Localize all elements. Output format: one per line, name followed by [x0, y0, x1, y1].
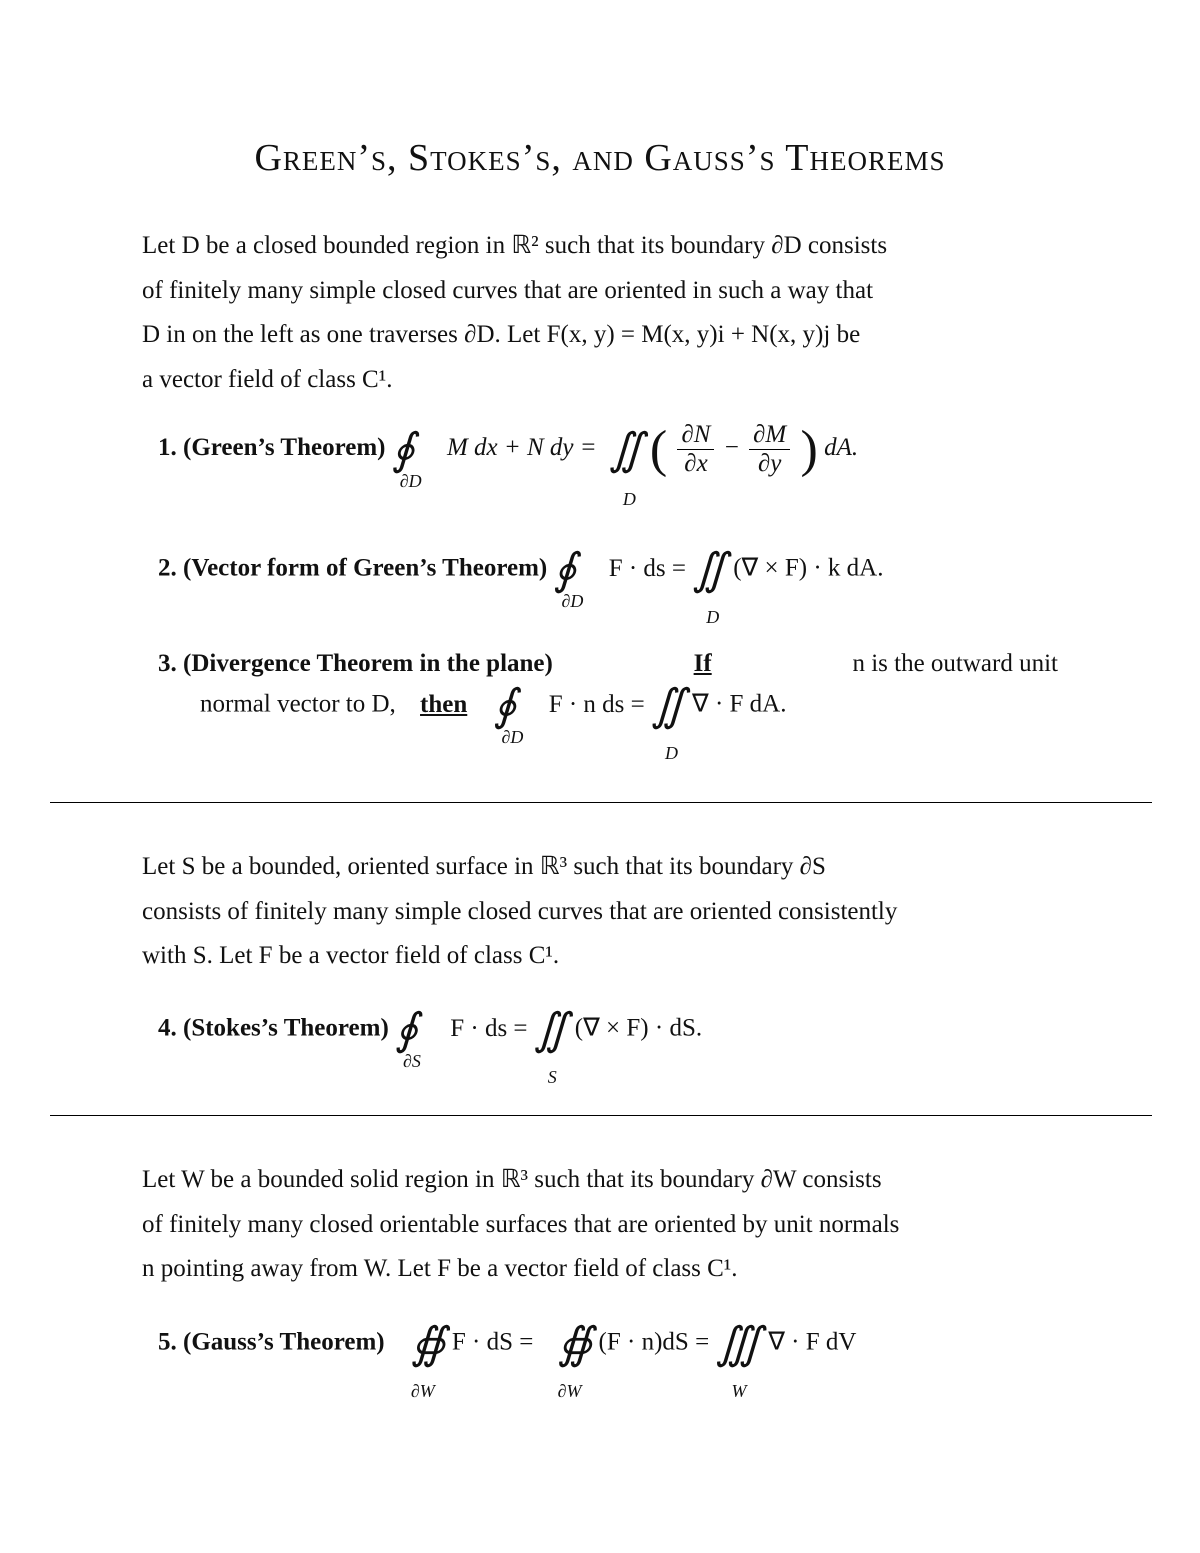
integral-subscript: W [731, 1381, 747, 1401]
integral-subscript: ∂D [561, 591, 584, 611]
integral-subscript: ∂W [410, 1381, 435, 1401]
left-paren: ( [649, 421, 668, 478]
page-title: Green’s, Stokes’s, and Gauss’s Theorems [254, 137, 946, 179]
section2-intro [142, 845, 1062, 979]
double-integral-icon: ∬ D [608, 424, 644, 509]
integrand: F · ds = [450, 1014, 528, 1042]
integrand: M dx + N dy = [446, 434, 597, 462]
closed-surface-integral-icon: ∯ ∂W [410, 1319, 446, 1401]
item-label: (Green’s Theorem) [183, 434, 386, 462]
item-number: 3. [158, 650, 177, 677]
minus-sign: − [724, 434, 739, 462]
intro-line: with S. Let F be a vector field of class C¹. [142, 942, 560, 969]
double-integral-icon: ∬ D [692, 545, 727, 627]
integrand: F · n ds = [548, 690, 645, 718]
triple-integral-icon: ∭ W [715, 1319, 762, 1401]
contour-integral-icon: ∮ ∂D [493, 681, 524, 747]
contour-integral-icon: ∮ ∂S [395, 1005, 421, 1071]
item-vector-greens [158, 545, 884, 627]
intro-line: n pointing away from W. Let F be a vector field of class C¹. [142, 1255, 738, 1282]
then-keyword: then [420, 690, 468, 718]
integral-subscript: ∂S [403, 1051, 421, 1071]
differential: dA. [824, 434, 859, 462]
item-greens-theorem [158, 420, 859, 509]
if-keyword: If [693, 650, 712, 677]
intro-line: Let S be a bounded, oriented surface in ℝ³ such that its boundary ∂S [142, 853, 826, 880]
section3-intro [142, 1158, 1062, 1292]
item-label: (Divergence Theorem in the plane) [183, 650, 553, 677]
integral-subscript: ∂D [399, 470, 422, 491]
item-number: 1. [158, 434, 177, 462]
double-integral-icon: ∬ S [533, 1005, 569, 1087]
fraction-dM-dy: $\frac{\partial M}{\partial y}$ [749, 421, 790, 478]
item-divergence-plane [158, 650, 1058, 763]
integral-subscript: S [547, 1067, 557, 1087]
closed-surface-integral-icon: ∯ ∂W [557, 1319, 593, 1401]
integrand: F · dS = [451, 1328, 534, 1356]
right-paren: ) [800, 421, 818, 478]
integrand: ∇ · F dA. [691, 690, 787, 718]
contour-integral-icon: ∮ ∂D [391, 424, 422, 491]
integral-subscript: D [622, 488, 636, 509]
condition-text: n is the outward unit [852, 650, 1058, 677]
integral-subscript: D [665, 743, 679, 763]
section1-intro [142, 224, 1062, 402]
section-divider [50, 802, 1152, 803]
item-number: 5. [158, 1328, 177, 1356]
contour-integral-icon: ∮ ∂D [553, 545, 584, 611]
condition-line2: normal vector to D, [200, 690, 396, 718]
intro-line: Let D be a closed bounded region in ℝ² such that its boundary ∂D consists [142, 232, 888, 259]
intro-line: consists of finitely many simple closed curves that are oriented consistently [142, 897, 898, 925]
integrand: (∇ × F) · k dA. [733, 554, 884, 582]
integrand: (∇ × F) · dS. [574, 1014, 703, 1042]
intro-line: of finitely many simple closed curves that are oriented in such a way that [142, 276, 874, 304]
item-label: (Vector form of Green’s Theorem) [183, 554, 548, 582]
intro-line: of finitely many closed orientable surfaces that are oriented by unit normals [142, 1210, 900, 1238]
integral-subscript: ∂D [501, 727, 524, 747]
integral-subscript: D [706, 607, 720, 627]
integral-subscript: ∂W [557, 1381, 582, 1401]
item-label: (Gauss’s Theorem) [183, 1328, 385, 1356]
integrand: F · ds = [608, 554, 686, 582]
intro-line: a vector field of class C¹. [142, 365, 393, 393]
fraction-dN-dx: $\frac{\partial N}{\partial x}$ [677, 421, 714, 478]
intro-line: Let W be a bounded solid region in ℝ³ such that its boundary ∂W consists [142, 1166, 882, 1193]
section-divider [50, 1115, 1152, 1116]
item-stokes-theorem [158, 1005, 703, 1087]
item-number: 4. [158, 1014, 177, 1042]
integrand: (F · n)dS = [598, 1328, 710, 1356]
double-integral-icon: ∬ D [651, 681, 686, 763]
integrand: ∇ · F dV [768, 1328, 857, 1356]
item-number: 2. [158, 554, 177, 582]
item-label: (Stokes’s Theorem) [183, 1014, 389, 1042]
intro-line: D in on the left as one traverses ∂D. Let F(x, y) = M(x, y)i + N(x, y)j be [142, 321, 861, 348]
item-gauss-theorem [158, 1319, 857, 1401]
